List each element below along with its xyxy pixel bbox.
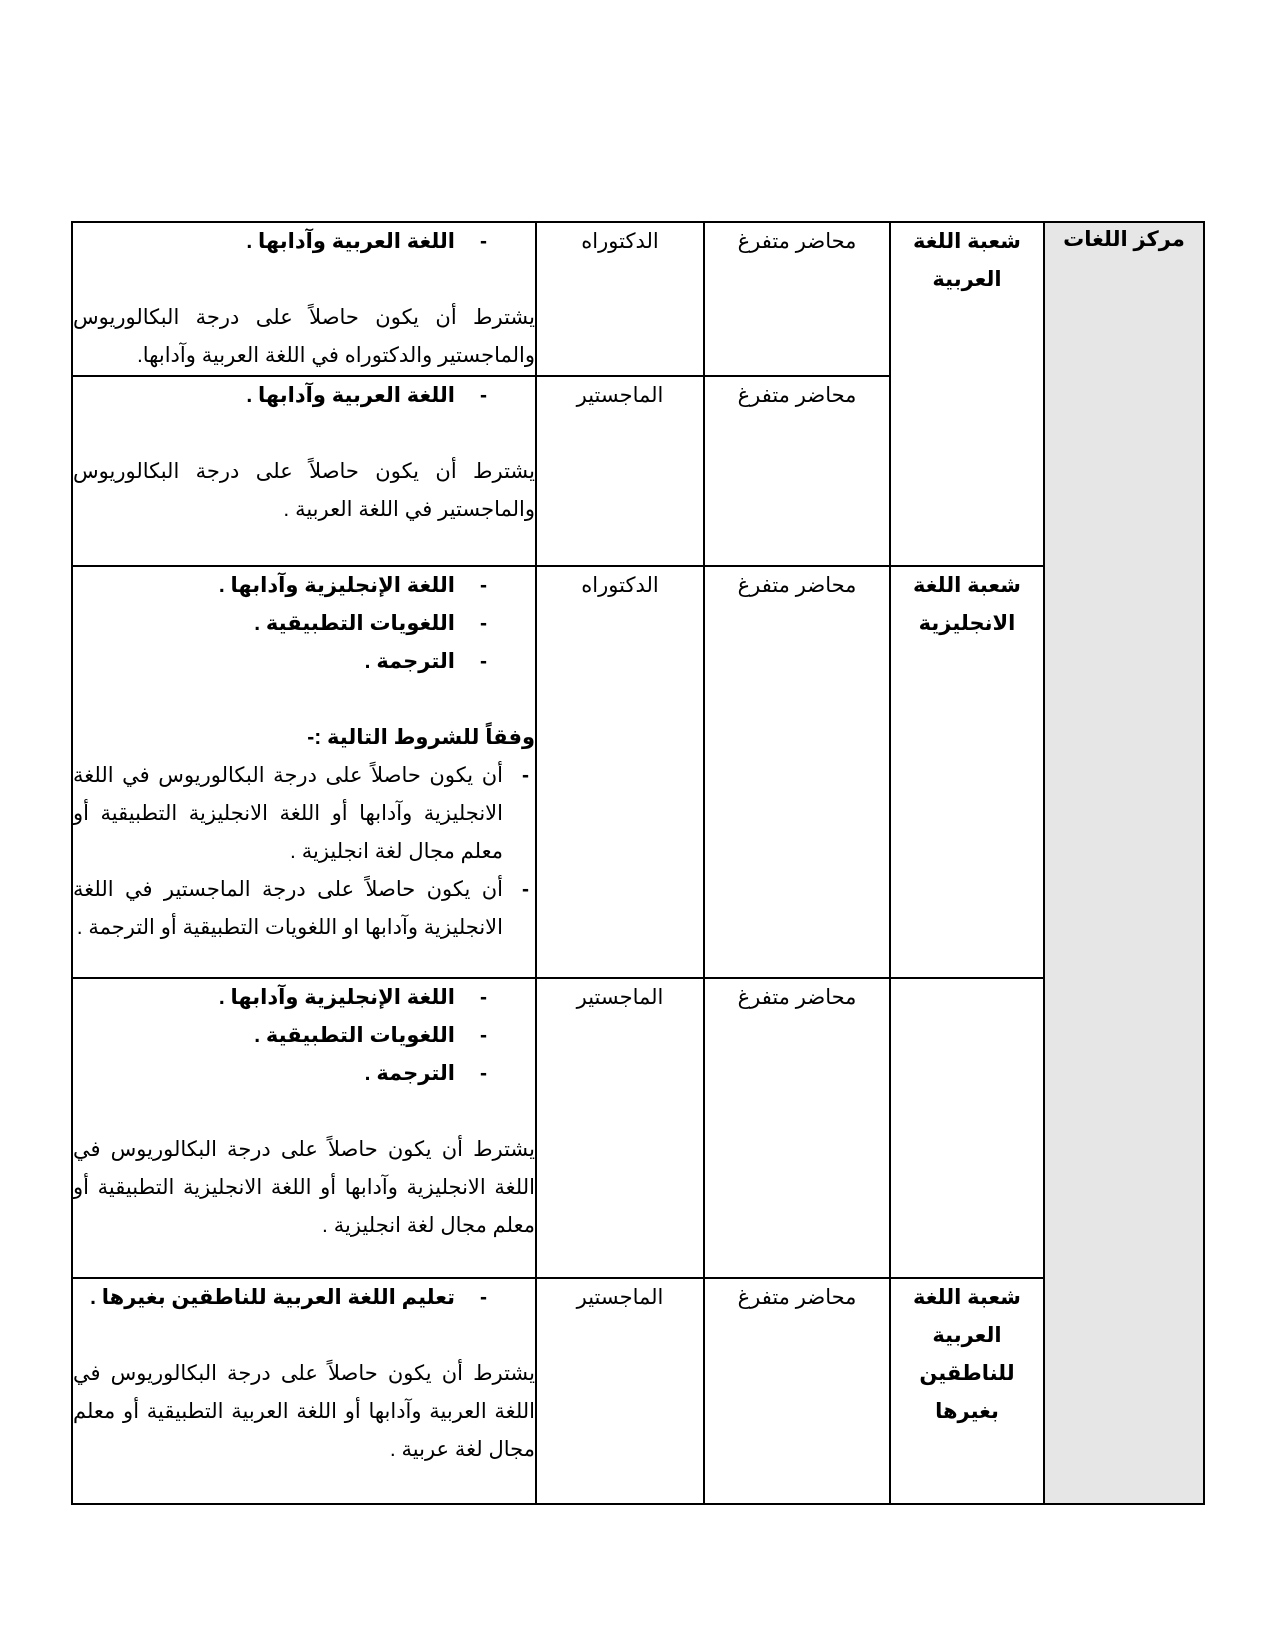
job-title: محاضر متفرغ bbox=[737, 230, 857, 253]
division-cell bbox=[890, 376, 1044, 566]
specialization-item bbox=[73, 567, 535, 605]
specialization-text: تعليم اللغة العربية للناطقين بغيرها . bbox=[90, 1286, 455, 1309]
condition-item bbox=[73, 757, 535, 871]
specialization-text: اللغويات التطبيقية . bbox=[254, 612, 455, 635]
specialization-text: اللغة العربية وآدابها . bbox=[246, 230, 455, 253]
specialization-cell bbox=[72, 1278, 536, 1504]
table-row bbox=[72, 566, 1204, 978]
condition-text: يشترط أن يكون حاصلاً على درجة البكالوريوس والماجستير في اللغة العربية . bbox=[73, 460, 535, 521]
specialization-item bbox=[73, 643, 535, 681]
condition-text: يشترط أن يكون حاصلاً على درجة البكالوريوس في اللغة الانجليزية وآدابها أو اللغة الانجليزية التطبيقية أو معلم مجال لغة انجليزية . bbox=[73, 1138, 535, 1237]
condition-text: يشترط أن يكون حاصلاً على درجة البكالوريوس والماجستير والدكتوراه في اللغة العربية وآدابها. bbox=[73, 306, 535, 367]
condition-text: يشترط أن يكون حاصلاً على درجة البكالوريوس في اللغة العربية وآدابها أو اللغة العربية التطبيقية أو معلم مجال لغة عربية . bbox=[73, 1362, 535, 1461]
specialization-cell bbox=[72, 376, 536, 566]
division-cell bbox=[890, 978, 1044, 1278]
bullet-dash: - bbox=[522, 764, 529, 787]
specialization-item bbox=[73, 1055, 535, 1093]
specialization-text: الترجمة . bbox=[364, 1062, 455, 1085]
division-name: شعبة اللغة العربية bbox=[913, 230, 1021, 291]
job-title: محاضر متفرغ bbox=[737, 1286, 857, 1309]
bullet-dash: - bbox=[480, 1286, 487, 1309]
degree: الدكتوراه bbox=[581, 230, 659, 253]
degree: الماجستير bbox=[576, 384, 664, 407]
table-row bbox=[72, 222, 1204, 376]
specialization-text: اللغويات التطبيقية . bbox=[254, 1024, 455, 1047]
specialization-text: الترجمة . bbox=[364, 650, 455, 673]
specialization-item bbox=[73, 1279, 535, 1317]
job-cell bbox=[704, 566, 890, 978]
bullet-dash: - bbox=[480, 986, 487, 1009]
specialization-text: اللغة الإنجليزية وآدابها . bbox=[218, 986, 455, 1009]
degree-cell bbox=[536, 1278, 704, 1504]
conditions-title: وفقاً للشروط التالية :- bbox=[307, 726, 535, 749]
job-cell bbox=[704, 978, 890, 1278]
center-name: مركز اللغات bbox=[1063, 228, 1185, 251]
job-cell bbox=[704, 376, 890, 566]
specialization-item bbox=[73, 1017, 535, 1055]
job-title: محاضر متفرغ bbox=[737, 574, 857, 597]
bullet-dash: - bbox=[522, 878, 529, 901]
division-name: شعبة اللغة الانجليزية bbox=[913, 574, 1021, 635]
specialization-text: اللغة العربية وآدابها . bbox=[246, 384, 455, 407]
bullet-dash: - bbox=[480, 1024, 487, 1047]
job-cell bbox=[704, 1278, 890, 1504]
job-cell bbox=[704, 222, 890, 376]
condition-text: أن يكون حاصلاً على درجة الماجستير في اللغة الانجليزية وآدابها او اللغويات التطبيقية أو الترجمة . bbox=[73, 878, 503, 939]
specialization-cell bbox=[72, 566, 536, 978]
specialization-text: اللغة الإنجليزية وآدابها . bbox=[218, 574, 455, 597]
condition-text: أن يكون حاصلاً على درجة البكالوريوس في اللغة الانجليزية وآدابها أو اللغة الانجليزية التطبيقية أو معلم مجال لغة انجليزية . bbox=[73, 764, 503, 863]
degree-cell bbox=[536, 376, 704, 566]
degree: الماجستير bbox=[576, 986, 664, 1009]
job-requirements-table bbox=[71, 221, 1205, 1505]
bullet-dash: - bbox=[480, 1062, 487, 1085]
job-title: محاضر متفرغ bbox=[737, 384, 857, 407]
bullet-dash: - bbox=[480, 384, 487, 407]
specialization-cell bbox=[72, 978, 536, 1278]
degree: الماجستير bbox=[576, 1286, 664, 1309]
division-cell bbox=[890, 566, 1044, 978]
degree-cell bbox=[536, 566, 704, 978]
specialization-item bbox=[73, 605, 535, 643]
specialization-item bbox=[73, 979, 535, 1017]
bullet-dash: - bbox=[480, 650, 487, 673]
specialization-item bbox=[73, 377, 535, 415]
degree-cell bbox=[536, 222, 704, 376]
bullet-dash: - bbox=[480, 230, 487, 253]
table-row bbox=[72, 376, 1204, 566]
specialization-cell bbox=[72, 222, 536, 376]
degree-cell bbox=[536, 978, 704, 1278]
division-cell bbox=[890, 1278, 1044, 1504]
division-name: شعبة اللغة العربية للناطقين بغيرها bbox=[913, 1286, 1021, 1423]
table-row bbox=[72, 1278, 1204, 1504]
bullet-dash: - bbox=[480, 612, 487, 635]
table-row bbox=[72, 978, 1204, 1278]
division-cell bbox=[890, 222, 1044, 376]
condition-item bbox=[73, 871, 535, 947]
specialization-item bbox=[73, 223, 535, 261]
job-title: محاضر متفرغ bbox=[737, 986, 857, 1009]
degree: الدكتوراه bbox=[581, 574, 659, 597]
center-cell bbox=[1044, 222, 1204, 1504]
bullet-dash: - bbox=[480, 574, 487, 597]
